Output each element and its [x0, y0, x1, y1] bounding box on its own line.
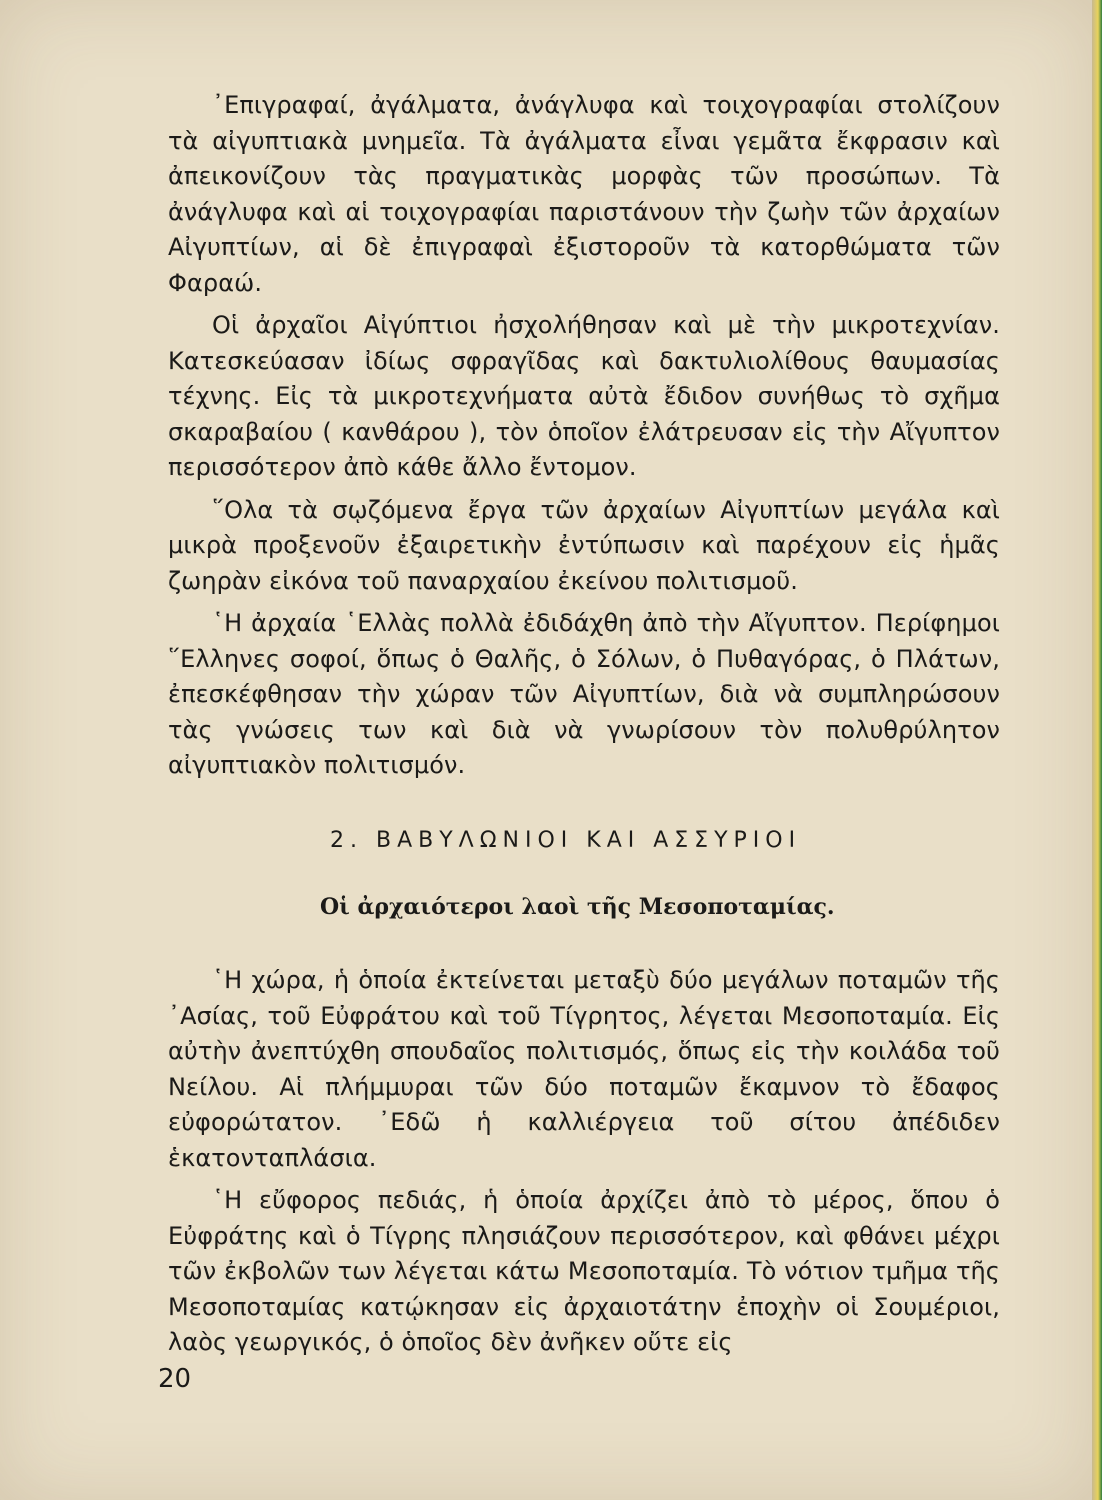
- paragraph-plain: ῾Η εὔφορος πεδιάς, ἡ ὁποία ἀρχίζει ἀπὸ τὸ μέρος, ὅπου ὁ Εὐφράτης καὶ ὁ Τίγρης πλησιάζουν περισσότερον, καὶ φθάνει μέχρι τῶν ἐκβολῶν των λέγεται κάτω Μεσοποταμία. Τὸ νότιον τμῆμα τῆς Μεσοποταμίας κατῴκησαν εἰς ἀρχαιοτάτην ἐποχὴν οἱ Σουμέριοι, λαὸς γεωργικός, ὁ ὁποῖος δὲν ἀνῆκεν οὔτε εἰς: [168, 1186, 1000, 1356]
- paragraph-inscriptions: ᾿Επιγραφαί, ἀγάλματα, ἀνάγλυφα καὶ τοιχογραφίαι στολίζουν τὰ αἰγυπτιακὰ μνημεῖα. Τὰ ἀγάλματα εἶναι γεμᾶτα ἔκφρασιν καὶ ἀπεικονίζουν τὰς πραγματικὰς μορφὰς τῶν προσώπων. Τὰ ἀνάγλυφα καὶ αἱ τοιχογραφίαι παριστάνουν τὴν ζωὴν τῶν ἀρχαίων Αἰγυπτίων, αἱ δὲ ἐπιγραφαὶ ἐξιστοροῦν τὰ κατορθώματα τῶν Φαραώ.: [168, 91, 1000, 297]
- text-block-top: [168, 88, 1000, 791]
- paragraph-works: ῞Ολα τὰ σῳζόμενα ἔργα τῶν ἀρχαίων Αἰγυπτίων μεγάλα καὶ μικρὰ προξενοῦν ἐξαιρετικὴν ἐντύπωσιν καὶ παρέχουν εἰς ἡμᾶς ζωηρὰν εἰκόνα τοῦ παναρχαίου ἐκείνου πολιτισμοῦ.: [168, 495, 1000, 595]
- text-block-bottom: [168, 963, 1000, 1368]
- section-heading: 2. ΒΑΒΥΛΩΝΙΟΙ ΚΑΙ ΑΣΣΥΡΙΟΙ: [330, 828, 802, 853]
- page-edge-strip: [1092, 0, 1102, 1500]
- paragraph-microcraft: Οἱ ἀρχαῖοι Αἰγύπτιοι ἠσχολήθησαν καὶ μὲ τὴν μικροτεχνίαν. Κατεσκεύασαν ἰδίως σφραγῖδας καὶ δακτυλιολίθους θαυμασίας τέχνης. Εἰς τὰ μικροτεχνήματα αὐτὰ ἔδιδον συνήθως τὸ σχῆμα σκαραβαίου ( κανθάρου ), τὸν ὁποῖον ἐλάτρευσαν εἰς τὴν Αἴγυπτον περισσότερον ἀπὸ κάθε ἄλλο ἔντομον.: [168, 311, 1000, 481]
- page-number: 20: [158, 1364, 192, 1394]
- paragraph-greece: ῾Η ἀρχαία ῾Ελλὰς πολλὰ ἐδιδάχθη ἀπὸ τὴν Αἴγυπτον. Περίφημοι ῞Ελληνες σοφοί, ὅπως ὁ Θαλῆς, ὁ Σόλων, ὁ Πυθαγόρας, ὁ Πλάτων, ἐπεσκέφθησαν τὴν χώραν τῶν Αἰγυπτίων, διὰ νὰ συμπληρώσουν τὰς γνώσεις των καὶ διὰ νὰ γνωρίσουν τὸν πολυθρύλητον αἰγυπτιακὸν πολιτισμόν.: [168, 609, 1000, 779]
- subheading: Οἱ ἀρχαιότεροι λαοὶ τῆς Μεσοποταμίας.: [320, 894, 835, 920]
- paragraph-mesopotamia: ῾Η χώρα, ἡ ὁποία ἐκτείνεται μεταξὺ δύο μεγάλων ποταμῶν τῆς ᾿Ασίας, τοῦ Εὐφράτου καὶ τοῦ Τίγρητος, λέγεται Μεσοποταμία. Εἰς αὐτὴν ἀνεπτύχθη σπουδαῖος πολιτισμός, ὅπως εἰς τὴν κοιλάδα τοῦ Νείλου. Αἱ πλήμμυραι τῶν δύο ποταμῶν ἔκαμνον τὸ ἔδαφος εὐφορώτατον. ᾿Εδῶ ἡ καλλιέργεια τοῦ σίτου ἀπέδιδεν ἑκατονταπλάσια.: [168, 966, 1000, 1172]
